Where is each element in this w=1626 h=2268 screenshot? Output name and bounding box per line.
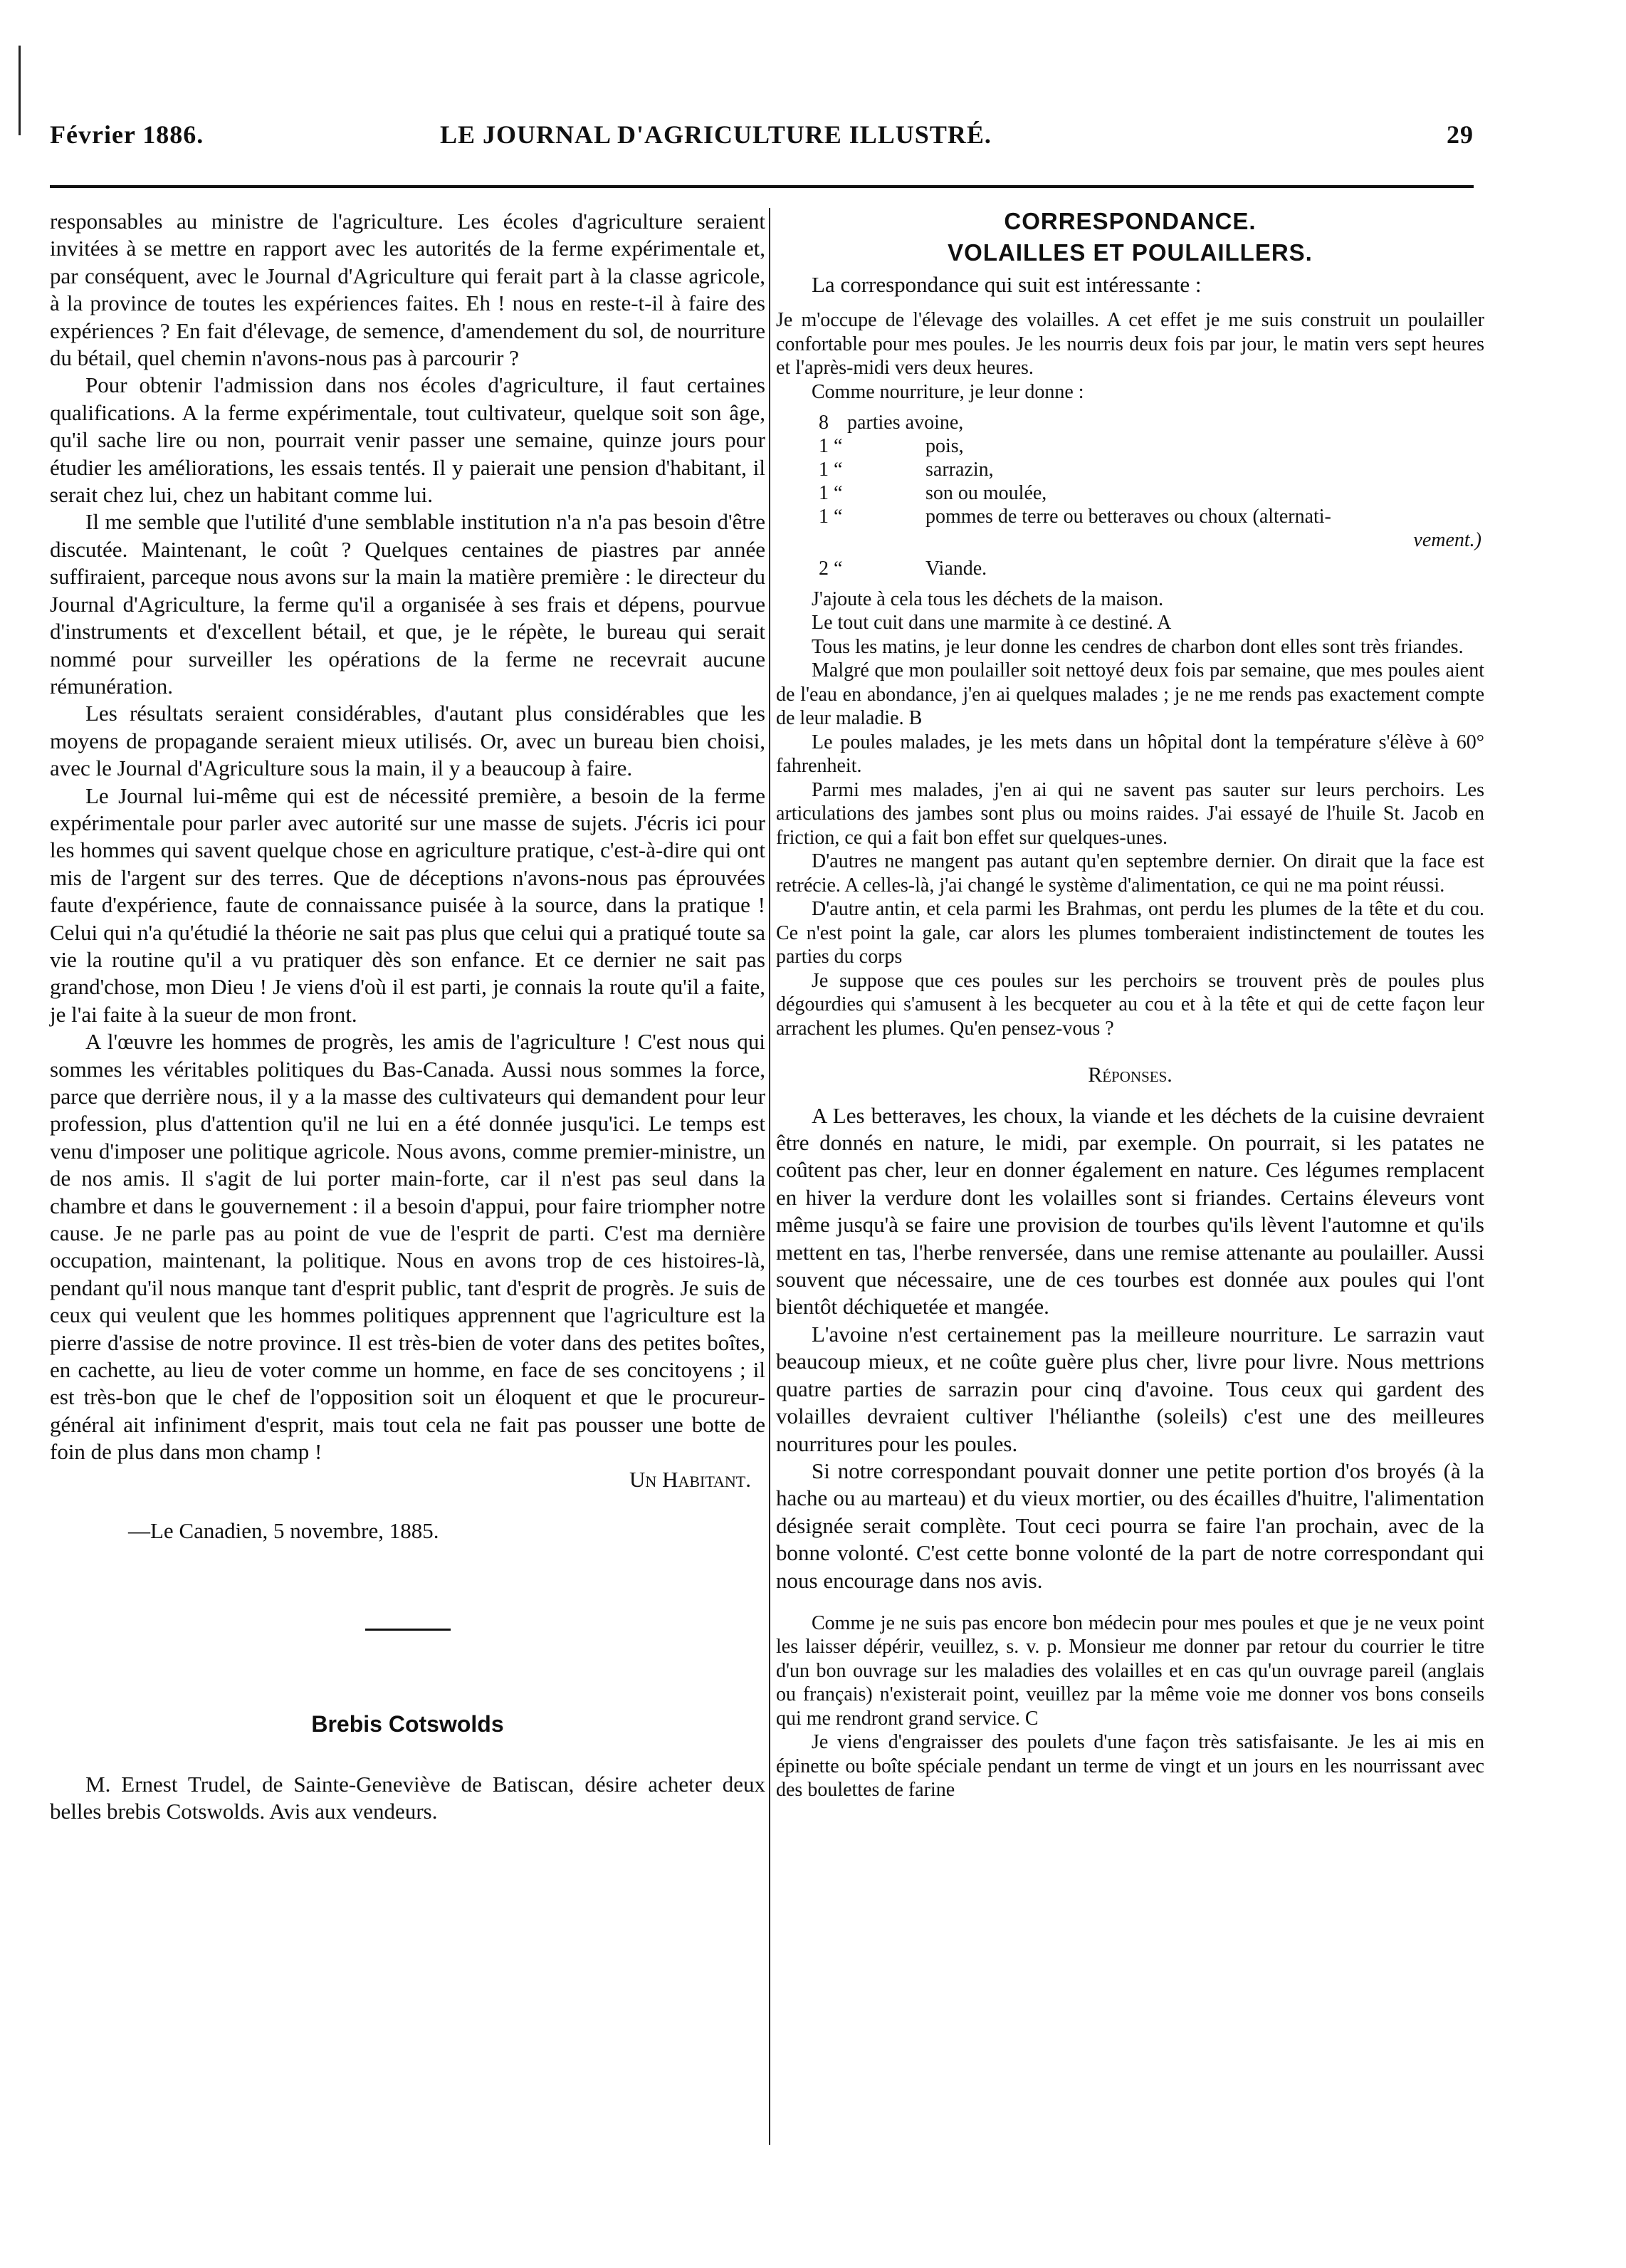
letter-paragraph: Je viens d'engraisser des poulets d'une façon très satisfaisante. Je les ai mis en épinette ou boîte spéciale pendant un terme de vingt et un jours en les nourrissant avec des boulettes de farine xyxy=(776,1731,1484,1802)
letter-paragraph: Tous les matins, je leur donne les cendres de charbon dont elles sont très friandes. xyxy=(812,635,1464,658)
ration-food: son ou moulée, xyxy=(925,482,1047,505)
article-signature: Un Habitant. xyxy=(629,1466,751,1492)
issue-date: Février 1886. xyxy=(50,120,204,149)
article-paragraph: Les résultats seraient considérables, d'autant plus considérables que les moyens de propagande seraient mieux utilisés. Or, avec un bureau bien choisi, avec le Journal d'Agriculture sous la main, il y a beaucoup à faire. xyxy=(50,701,765,781)
letter-paragraph: Le tout cuit dans une marmite à ce destiné. A xyxy=(812,612,1172,634)
letter-paragraph: Parmi mes malades, j'en ai qui ne savent pas sauter sur leurs perchoirs. Les articulations des jambes sont plus ou moins raides. J'ai essayé de l'huile St. Jacob en friction, ce qui a fait bon effet sur quelques-unes. xyxy=(776,778,1484,849)
answer-paragraph: Si notre correspondant pouvait donner une petite portion d'os broyés (à la hache ou au marteau) et du vieux mortier, ou des écailles d'huitre, l'alimentation désignée serait complète. Tout ceci pourra se faire l'an prochain, avec de la bonne volonté. C'est cette bonne volonté de la part de notre correspondant qui nous encourage dans nos avis. xyxy=(776,1458,1484,1593)
ration-list xyxy=(819,411,1484,580)
header-rule xyxy=(50,185,1474,188)
right-column xyxy=(776,208,1484,1802)
letter-paragraph: J'ajoute à cela tous les déchets de la maison. xyxy=(812,587,1164,610)
ration-qty: 1 “ xyxy=(819,506,843,528)
answer-paragraph: L'avoine n'est certainement pas la meilleure nourriture. Le sarrazin vaut beaucoup mieux, et ne coûte guère plus cher, livre pour livre. Nous mettrions quatre parties de sarrazin pour cinq d'avoine. Tous ceux qui gardent des volailles devraient cultiver l'hélianthe (soleils) c'est une des meilleures nourritures pour les poules. xyxy=(776,1321,1484,1456)
page-edge-mark xyxy=(19,46,21,135)
article-paragraph: Pour obtenir l'admission dans nos écoles d'agriculture, il faut certaines qualifications. A la ferme expérimentale, tout cultivateur, quelque soit son âge, qu'il sache lire ou non, pourrait venir passer une semaine, quinze jours pour étudier les améliorations, les essais tentés. Il y paierait une pension d'habitant, il serait chez lui, chez un habitant comme lui. xyxy=(50,372,765,508)
ration-food-continued: vement.) xyxy=(1413,529,1481,552)
volailles-heading: VOLAILLES ET POULAILLERS. xyxy=(948,239,1313,266)
journal-title: LE JOURNAL D'AGRICULTURE ILLUSTRÉ. xyxy=(440,120,992,149)
letter-paragraph: Comme nourriture, je leur donne : xyxy=(812,380,1084,403)
ration-food: pommes de terre ou betteraves ou choux (alternati- xyxy=(925,506,1331,528)
letter-paragraph: Comme je ne suis pas encore bon médecin pour mes poules et que je ne veux point les laisser dépérir, veuillez, s. v. p. Monsieur me donner par retour du courrier le titre d'un bon ouvrage sur les maladies des volailles et en cas qu'un ouvrage pareil (anglais ou français) n'existerait point, veuillez par la même voie me donner vos bons conseils qui me rendront grand service. C xyxy=(776,1611,1484,1730)
correspondance-intro: La correspondance qui suit est intéressante : xyxy=(812,271,1202,297)
ration-qty: 2 “ xyxy=(819,557,843,580)
second-letter xyxy=(776,1611,1484,1802)
page-header xyxy=(50,120,1474,162)
ration-food: parties avoine, xyxy=(847,412,964,434)
ration-food: sarrazin, xyxy=(925,459,994,481)
brebis-notice: M. Ernest Trudel, de Sainte-Geneviève de Batiscan, désire acheter deux belles brebis Cotswolds. Avis aux vendeurs. xyxy=(50,1771,765,1824)
letter-paragraph: Je m'occupe de l'élevage des volailles. A cet effet je me suis construit un poulailler confortable pour mes poules. Je les nourris deux fois par jour, le matin vers sept heures et l'après-midi vers deux heures. xyxy=(776,309,1484,380)
ration-food: pois, xyxy=(925,435,964,458)
ration-item xyxy=(819,557,1484,580)
column-divider xyxy=(769,208,770,2145)
ration-item xyxy=(819,481,1484,505)
page-number: 29 xyxy=(1447,120,1474,149)
article-paragraph: Il me semble que l'utilité d'une semblable institution n'a n'a pas besoin d'être discutée. Maintenant, le coût ? Quelques centaines de piastres par année suffiraient, parceque nous avons sur la main la matière première : le directeur du Journal d'Agriculture, la ferme qu'il a organisée à ses frais et dépens, pourvue d'instruments et d'excellent bétail, et que, je le répète, le bureau qui serait nommé pour surveiller les opérations de la ferme ne recevrait aucune rémunération. xyxy=(50,509,765,699)
letter-paragraph: Je suppose que ces poules sur les perchoirs se trouvent près de poules plus dégourdies qui s'amusent à les becqueter au cou et à la tête et qui de cette façon leur arrachent les plumes. Qu'en pensez-vous ? xyxy=(776,969,1484,1040)
article-paragraph: A l'œuvre les hommes de progrès, les amis de l'agriculture ! C'est nous qui sommes les véritables politiques du Bas-Canada. Aussi nous sommes la force, parce que derrière nous, il y a la masse des cultivateurs qui demandent pour leur profession, plus d'attention qu'il ne lui en a été donnée jusqu'ici. Le temps est venu d'imposer une politique agricole. Nous avons, comme premier-ministre, un de nos amis. Il s'agit de lui porter main-forte, car il n'est pas seul dans la chambre et dans le gouvernement : il a besoin d'appui, pour faire triompher notre cause. Je ne parle pas au point de vue de l'esprit de parti. C'est ma dernière occupation, maintenant, la politique. Nous en avons trop de ces histoires-là, pendant qu'il nous manque tant d'esprit public, tant d'esprit de progrès. Je suis de ceux qui veulent que les hommes politiques apprennent que l'agriculture est la pierre d'assise de notre province. Il est très-bien de voter dans des petites boîtes, en cachette, au lieu de voter comme un homme, en face de ses concitoyens ; il est très-bon que le chef de l'opposition soit un éloquent et que le procureur-général ait infiniment d'esprit, mais tout cela ne fait pas pousser une botte de foin de plus dans mon champ ! xyxy=(50,1029,765,1465)
reader-letter xyxy=(776,308,1484,1040)
answer-paragraph: A Les betteraves, les choux, la viande et les déchets de la cuisine devraient être donnés en nature, le midi, par exemple. On pourrait, si les patates ne coûtent pas cher, leur en donner également en nature. Ces légumes remplacent en hiver la verdure dont les volailles sont si friandes. Certains éleveurs vont même jusqu'à se faire une provision de tourbes qu'ils lèvent l'automne et qu'ils mettent en tas, l'herbe renversée, dans une remise attenante au poulailler. Aussi souvent que nécessaire, une de ces tourbes est donnée aux poules qui l'ont bientôt déchiquetée et mangée. xyxy=(776,1102,1484,1319)
brebis-title: Brebis Cotswolds xyxy=(311,1711,504,1737)
ration-item xyxy=(819,434,1484,458)
letter-paragraph: D'autres ne mangent pas autant qu'en septembre dernier. On dirait que la face est retrécie. A celles-là, j'ai changé le système d'alimentation, ce qui ne ma point réussi. xyxy=(776,850,1484,897)
ration-qty: 1 “ xyxy=(819,482,843,505)
ration-qty: 8 xyxy=(819,412,829,434)
ration-qty: 1 “ xyxy=(819,435,843,458)
ration-item xyxy=(819,458,1484,481)
ration-qty: 1 “ xyxy=(819,459,843,481)
left-column xyxy=(50,208,765,1825)
reponses-heading: Réponses. xyxy=(1088,1063,1173,1087)
correspondance-heading: CORRESPONDANCE. xyxy=(1004,208,1257,234)
letter-paragraph: Malgré que mon poulailler soit nettoyé deux fois par semaine, que mes poules aient de l'eau en abondance, j'en ai quelques malades ; je ne me rends pas exactement compte de leur maladie. B xyxy=(776,659,1484,730)
article-paragraph: responsables au ministre de l'agriculture. Les écoles d'agriculture seraient invitées à se mettre en rapport avec les autorités de la ferme expérimentale et, par conséquent, avec le Journal d'Agriculture qui ferait part à la classe agricole, à la province de toutes les expériences faites. Eh ! nous en reste-t-il à faire des expériences ? En fait d'élevage, de semence, d'amendement du sol, de nourriture du bétail, quel chemin n'avons-nous pas à parcourir ? xyxy=(50,209,765,371)
ration-food: Viande. xyxy=(925,557,987,580)
article-source: —Le Canadien, 5 novembre, 1885. xyxy=(128,1517,439,1543)
section-separator xyxy=(365,1629,451,1631)
letter-paragraph: Le poules malades, je les mets dans un hôpital dont la température s'élève à 60° fahrenheit. xyxy=(776,731,1484,778)
letter-paragraph: D'autre antin, et cela parmi les Brahmas, ont perdu les plumes de la tête et du cou. Ce n'est point la gale, car alors les plumes tomberaient indistinctement de toutes les parties du corps xyxy=(776,898,1484,968)
signature-row xyxy=(50,1466,765,1495)
ration-item xyxy=(819,411,1484,434)
article-paragraph: Le Journal lui-même qui est de nécessité première, a besoin de la ferme expérimentale pour parler avec autorité sur une masse de sujets. J'écris ici pour les hommes qui savent quelque chose en agriculture pratique, c'est-à-dire qui ont mis de l'argent sur des terres. Que de déceptions n'avons-nous pas éprouvées faute d'expérience, faute de connaissance puisée à la source, dans la pratique ! Celui qui n'a qu'étudié la théorie ne sait pas plus que celui qui a pratiqué toute sa vie la routine qu'il a vu pratiquer dès son enfance. Et ce dernier ne sait pas grand'chose, mon Dieu ! Je viens d'où il est parti, je connais la route qu'il a faite, je l'ai faite à la sueur de mon front. xyxy=(50,783,765,1027)
ration-item xyxy=(819,505,1484,528)
